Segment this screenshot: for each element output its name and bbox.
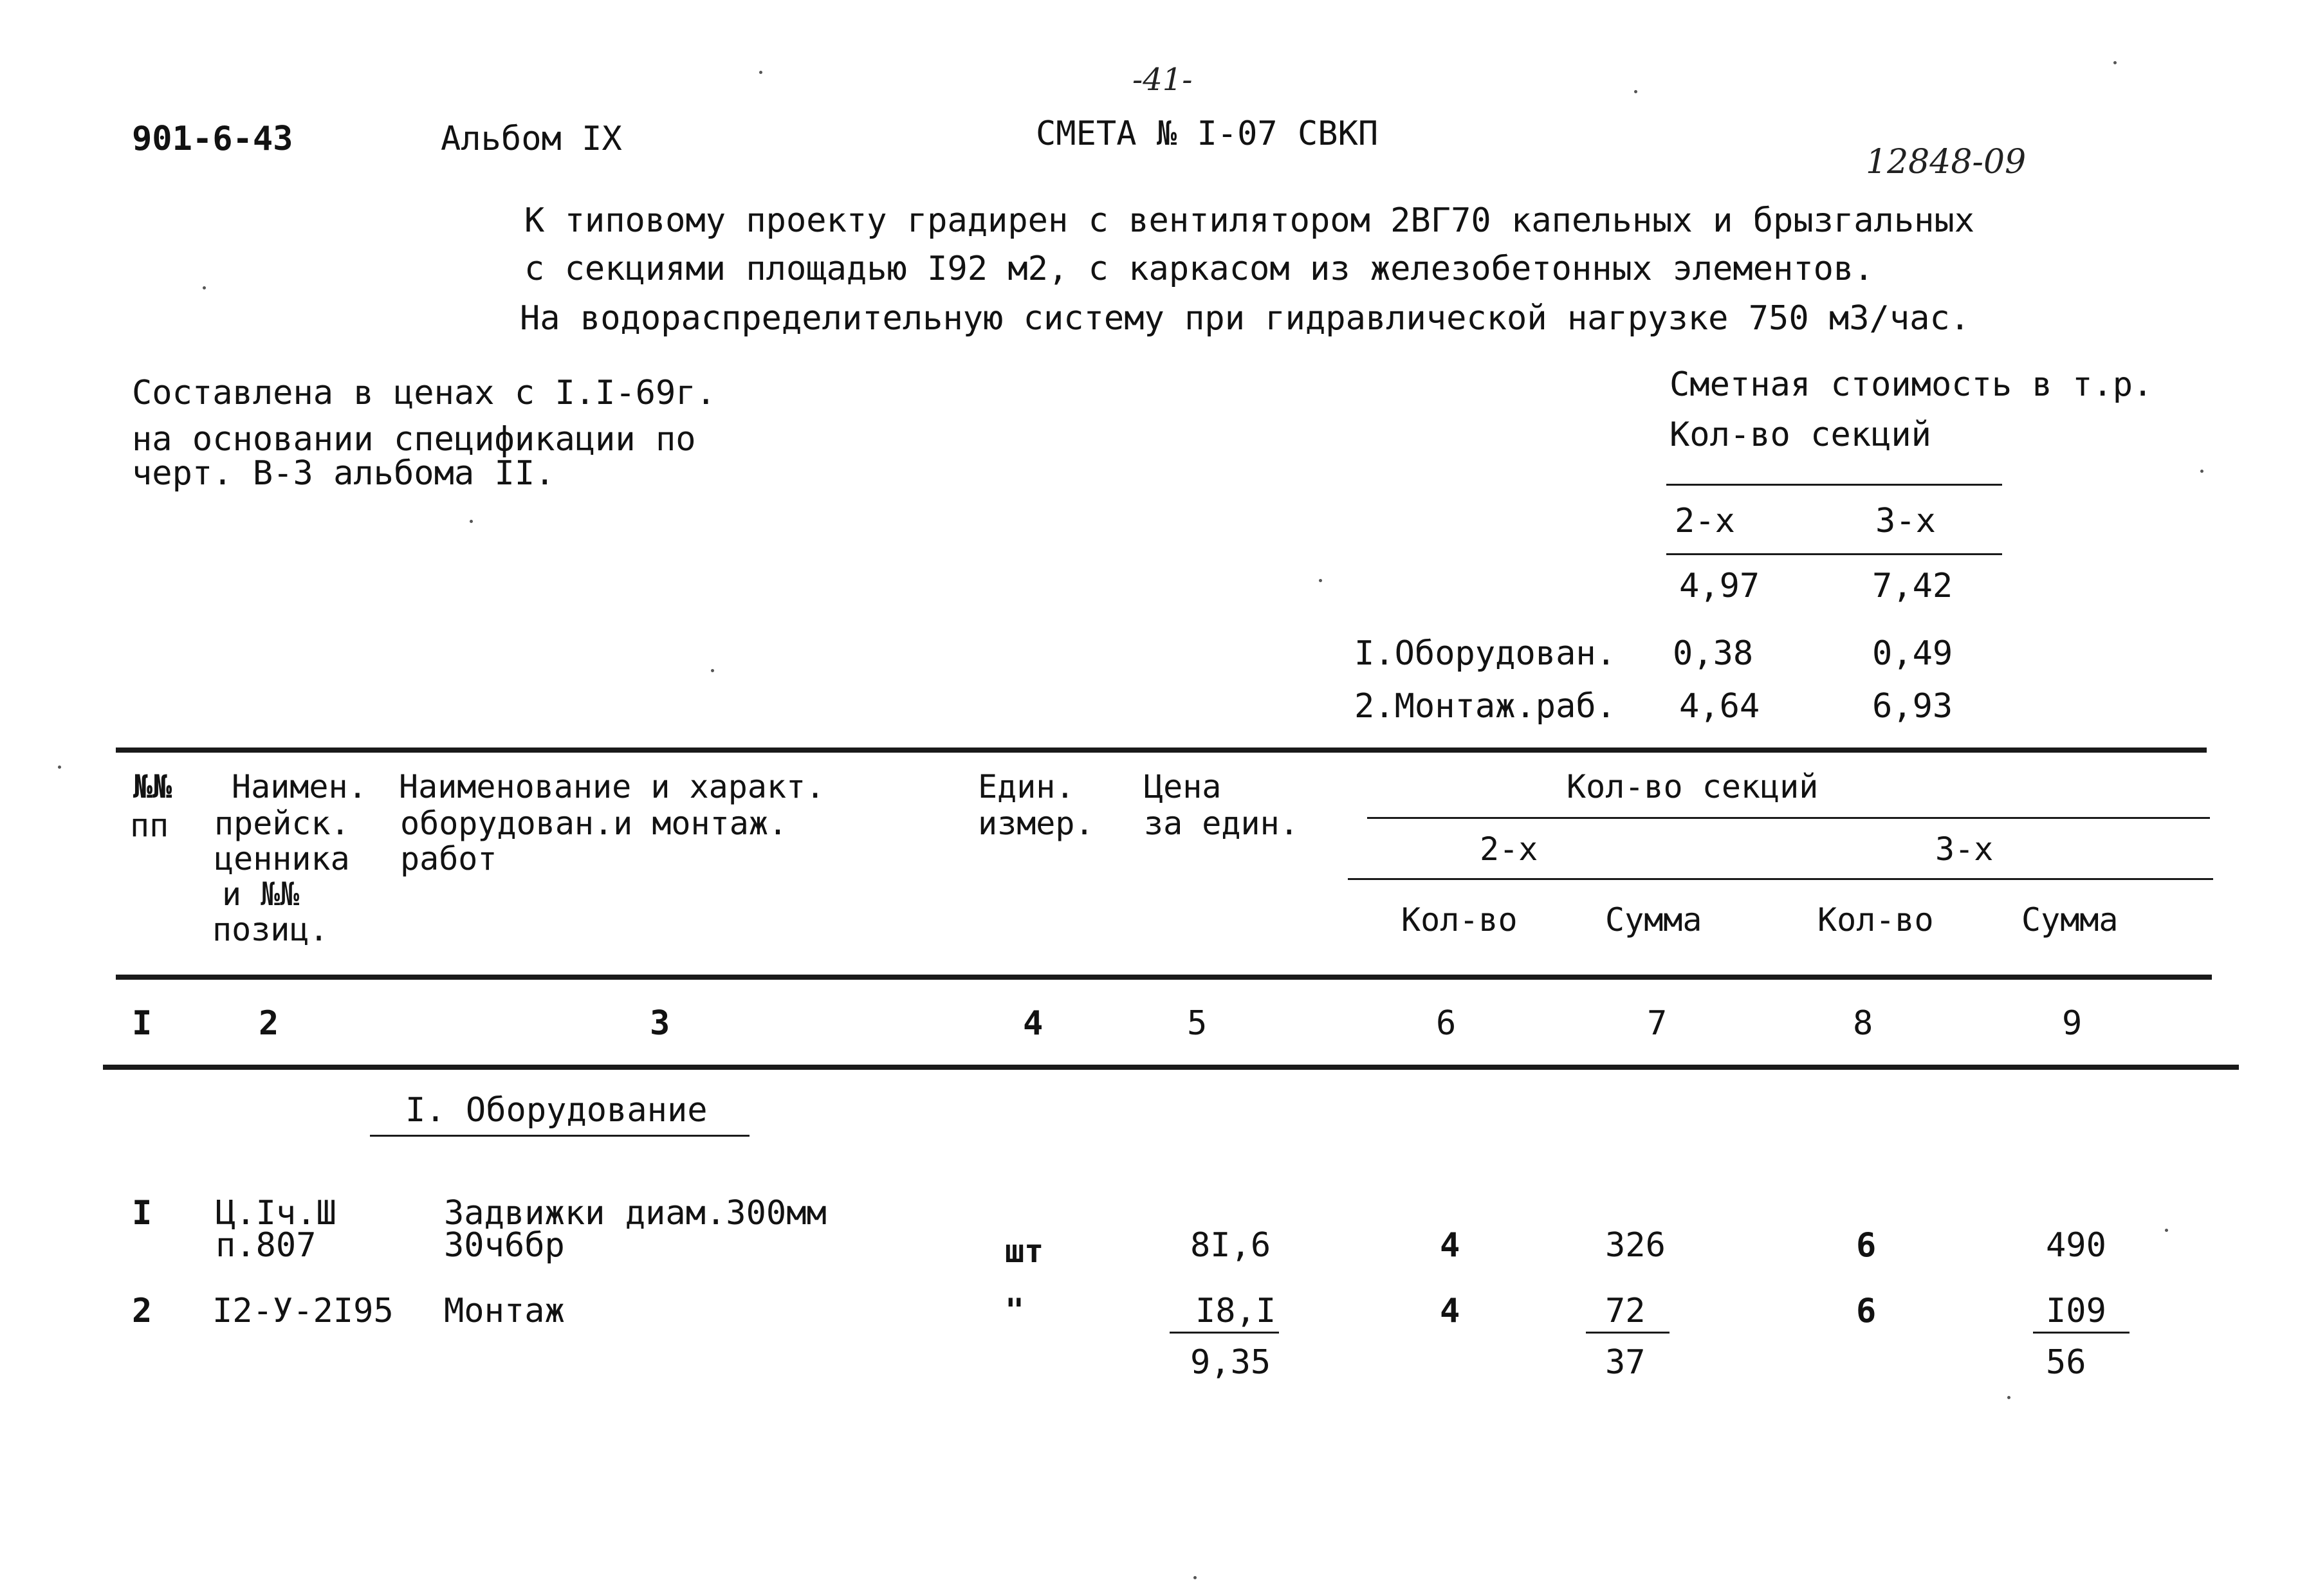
page-number: -41-	[1132, 62, 1193, 98]
header-sum-3x: Сумма	[2021, 901, 2119, 939]
summary-rule	[1666, 484, 2002, 486]
summary-row-value: 6,93	[1872, 687, 1953, 726]
header-qty-2x: Кол-во	[1401, 901, 1518, 939]
row-reference: I2-У-2I95	[212, 1292, 394, 1330]
row-name: Монтаж	[444, 1292, 565, 1330]
row-price-sub: 9,35	[1190, 1343, 1271, 1382]
row-sum-3x: 490	[2046, 1226, 2106, 1265]
row-name: 30ч6бр	[444, 1226, 565, 1265]
header-col3-line: оборудован.и монтаж.	[400, 805, 788, 842]
scan-speck	[1634, 90, 1637, 93]
scan-speck	[1319, 579, 1322, 582]
header-sub-3x: 3-х	[1935, 830, 1994, 868]
row-reference: п.807	[216, 1226, 317, 1265]
row-sum-2x: 72	[1605, 1292, 1646, 1330]
column-number: 8	[1853, 1004, 1873, 1043]
basis-line: черт. В-3 альбома II.	[132, 454, 555, 493]
row-unit: шт	[1005, 1233, 1044, 1270]
sum-underline	[1586, 1332, 1670, 1334]
column-number: 9	[2062, 1004, 2083, 1043]
estimate-title: СМЕТА № I-07 СВКП	[1036, 115, 1379, 153]
header-col2-line: ценника	[214, 840, 350, 877]
row-name: Задвижки диам.300мм	[444, 1194, 827, 1233]
header-col2-line: Наимен.	[232, 768, 367, 805]
row-price: 8I,6	[1190, 1226, 1271, 1265]
row-qty-2x: 4	[1440, 1226, 1460, 1265]
header-subrule	[1367, 817, 2210, 819]
summary-total-3x: 7,42	[1872, 567, 1953, 605]
scan-speck	[2200, 470, 2203, 473]
row-sum-2x-sub: 37	[1605, 1343, 1646, 1382]
scan-speck	[2007, 1396, 2010, 1399]
scan-speck	[711, 669, 714, 672]
header-col3-line: Наименование и характ.	[399, 768, 825, 805]
column-number: 7	[1647, 1004, 1668, 1043]
table-column-number-rule	[103, 1065, 2239, 1070]
header-sum-2x: Сумма	[1605, 901, 1702, 939]
intro-line: с секциями площадью I92 м2, с каркасом из железобетонных элементов.	[524, 250, 1874, 288]
header-col1-line2: пп	[130, 807, 169, 844]
header-col5-line: Цена	[1144, 768, 1222, 805]
album-label: Альбом IX	[441, 120, 622, 158]
header-bottom-rule	[116, 975, 2212, 980]
summary-rule	[1666, 553, 2002, 555]
scan-speck	[2113, 61, 2117, 64]
section-title: I. Оборудование	[405, 1091, 708, 1130]
row-number: 2	[132, 1292, 152, 1330]
scan-speck	[2165, 1229, 2168, 1232]
scan-speck	[759, 71, 762, 74]
column-number: 4	[1023, 1004, 1044, 1043]
header-col2-line: позиц.	[212, 911, 329, 948]
row-price: I8,I	[1195, 1292, 1276, 1330]
price-underline	[1170, 1332, 1279, 1334]
scan-speck	[203, 286, 206, 289]
header-sub-2x: 2-х	[1480, 830, 1538, 868]
header-col2-line: и №№	[222, 876, 300, 913]
summary-col-2x: 2-х	[1675, 502, 1735, 540]
intro-line: На водораспределительную систему при гидравлической нагрузке 750 м3/час.	[520, 299, 1971, 338]
column-number: 6	[1436, 1004, 1457, 1043]
intro-line: К типовому проекту градирен с вентилятором 2ВГ70 капельных и брызгальных	[524, 201, 1975, 240]
row-sum-3x-sub: 56	[2046, 1343, 2086, 1382]
section-title-underline	[370, 1135, 750, 1137]
column-number: I	[132, 1004, 152, 1043]
column-number: 3	[650, 1004, 670, 1043]
row-unit: "	[1005, 1292, 1025, 1329]
summary-row-value: 4,64	[1679, 687, 1760, 726]
summary-row-value: 0,49	[1872, 634, 1953, 673]
header-col2-line: прейск.	[214, 805, 350, 842]
row-qty-2x: 4	[1440, 1292, 1460, 1330]
summary-row-label: 2.Монтаж.раб.	[1354, 687, 1616, 726]
header-subrule	[1348, 878, 2213, 880]
cost-summary-title: Сметная стоимость в т.р.	[1670, 365, 2153, 404]
header-col4-line: измер.	[978, 805, 1094, 842]
header-qty-3x: Кол-во	[1817, 901, 1934, 939]
row-qty-3x: 6	[1856, 1292, 1877, 1330]
header-col4-line: Един.	[978, 768, 1075, 805]
scan-speck	[470, 520, 473, 523]
row-sum-2x: 326	[1605, 1226, 1666, 1265]
row-sum-3x: I09	[2046, 1292, 2106, 1330]
cost-summary-sections-label: Кол-во секций	[1670, 416, 1931, 454]
scan-speck	[1193, 1576, 1197, 1579]
scan-speck	[58, 766, 61, 769]
column-number: 5	[1187, 1004, 1208, 1043]
summary-row-label: I.Оборудован.	[1354, 634, 1616, 673]
header-sections-group: Кол-во секций	[1567, 768, 1819, 805]
header-col1-line1: №№	[133, 768, 172, 805]
table-top-rule	[116, 748, 2207, 753]
header-col3-line: работ	[400, 840, 497, 877]
summary-row-value: 0,38	[1673, 634, 1754, 673]
document-code: 901-6-43	[132, 120, 293, 158]
sum-underline	[2033, 1332, 2129, 1334]
row-number: I	[132, 1194, 152, 1233]
row-qty-3x: 6	[1856, 1226, 1877, 1265]
basis-line: на основании спецификации по	[132, 420, 696, 459]
row-reference: Ц.Iч.Ш	[216, 1194, 336, 1233]
basis-line: Составлена в ценах с I.I-69г.	[132, 374, 716, 412]
column-number: 2	[259, 1004, 279, 1043]
summary-total-2x: 4,97	[1679, 567, 1760, 605]
summary-col-3x: 3-х	[1875, 502, 1936, 540]
header-col5-line: за един.	[1144, 805, 1299, 842]
handwritten-number: 12848-09	[1866, 143, 2027, 181]
